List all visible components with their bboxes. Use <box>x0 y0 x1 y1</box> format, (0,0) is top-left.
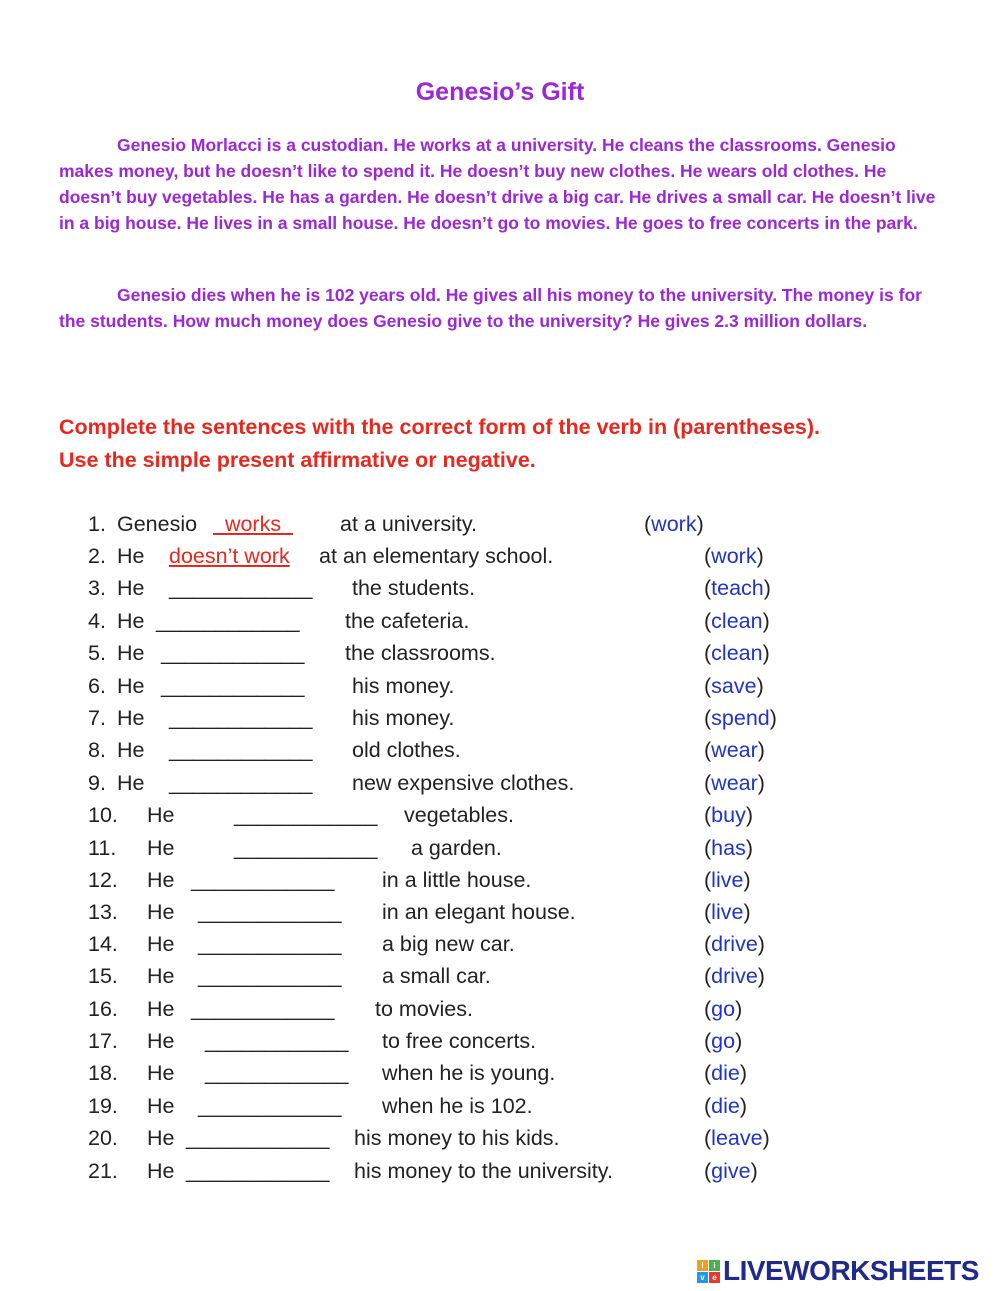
exercise-number: 2. <box>88 544 106 568</box>
exercise-text: old clothes. <box>352 738 461 762</box>
exercise-row <box>0 1122 1000 1154</box>
verb-hint: (give) <box>704 1159 758 1183</box>
verb-hint: (teach) <box>704 576 771 600</box>
exercise-subject: He <box>117 609 145 633</box>
exercise-number: 5. <box>88 641 106 665</box>
exercise-number: 3. <box>88 576 106 600</box>
exercise-text: at a university. <box>340 512 478 536</box>
exercise-text: the classrooms. <box>345 641 496 665</box>
exercise-subject: He <box>117 641 145 665</box>
exercise-text: his money. <box>352 674 455 698</box>
exercise-number: 18. <box>88 1061 118 1085</box>
answer-blank[interactable]: ____________ <box>161 674 305 698</box>
exercise-row <box>0 1090 1000 1122</box>
exercise-text: in a little house. <box>382 868 532 892</box>
exercise-number: 19. <box>88 1094 118 1118</box>
verb-hint: (has) <box>704 836 754 860</box>
exercise-number: 11. <box>88 836 117 860</box>
exercise-subject: Genesio <box>117 512 198 536</box>
exercise-subject: He <box>117 544 145 568</box>
verb-hint: (live) <box>704 868 751 892</box>
answer-blank[interactable]: ____________ <box>186 1126 330 1150</box>
worksheet-title: Genesio’s Gift <box>415 78 585 106</box>
exercise-text: his money to his kids. <box>354 1126 560 1150</box>
verb-hint: (work) <box>704 544 764 568</box>
verb-hint: (wear) <box>704 771 765 795</box>
exercise-row <box>0 993 1000 1025</box>
exercise-number: 13. <box>88 900 118 924</box>
exercise-number: 20. <box>88 1126 118 1150</box>
exercise-text: a big new car. <box>382 932 515 956</box>
exercise-subject: He <box>147 900 175 924</box>
exercise-number: 12. <box>88 868 118 892</box>
exercise-row <box>0 896 1000 928</box>
verb-hint: (go) <box>704 997 743 1021</box>
exercise-row <box>0 928 1000 960</box>
verb-hint: (clean) <box>704 609 770 633</box>
answer-blank[interactable]: ____________ <box>198 964 342 988</box>
liveworksheets-icon: l i v e <box>697 1260 720 1283</box>
exercise-text: his money. <box>352 706 455 730</box>
exercise-row <box>0 799 1000 831</box>
exercise-subject: He <box>117 576 145 600</box>
exercise-subject: He <box>147 1029 175 1053</box>
exercise-subject: He <box>147 803 175 827</box>
instructions <box>59 411 959 477</box>
exercise-text: in an elegant house. <box>382 900 576 924</box>
answer-blank[interactable]: ____________ <box>156 609 300 633</box>
exercise-subject: He <box>117 771 145 795</box>
answer-blank[interactable]: ____________ <box>198 932 342 956</box>
exercise-row <box>0 734 1000 766</box>
exercise-text: at an elementary school. <box>319 544 554 568</box>
exercise-text: his money to the university. <box>354 1159 613 1183</box>
answer-blank[interactable]: ____________ <box>198 900 342 924</box>
exercise-row <box>0 540 1000 572</box>
answer-blank[interactable]: ____________ <box>186 1159 330 1183</box>
answer-blank[interactable]: ____________ <box>234 803 378 827</box>
exercise-text: a garden. <box>411 836 502 860</box>
exercise-text: the cafeteria. <box>345 609 470 633</box>
exercise-number: 16. <box>88 997 118 1021</box>
exercise-row <box>0 702 1000 734</box>
story-paragraph-1: Genesio Morlacci is a custodian. He works at a university. He cleans the classrooms. Genesio makes money, but he doesn’t like to spend it. He doesn’t buy new clothes. He wears old clothes. He doesn’t buy vegetables. He has a garden. He doesn’t drive a big car. He drives a small car. He doesn’t live in a big house. He lives in a small house. He doesn’t go to movies. He goes to free concerts in the park. <box>59 135 936 233</box>
exercise-row <box>0 1025 1000 1057</box>
answer-blank[interactable]: ____________ <box>234 836 378 860</box>
verb-hint: (drive) <box>704 932 765 956</box>
instructions-line-2: Use the simple present affirmative or negative. <box>59 448 536 472</box>
exercise-number: 8. <box>88 738 106 762</box>
verb-hint: (die) <box>704 1094 748 1118</box>
answer-blank[interactable]: ____________ <box>205 1061 349 1085</box>
verb-hint: (live) <box>704 900 751 924</box>
exercise-subject: He <box>147 1126 175 1150</box>
exercise-number: 7. <box>88 706 106 730</box>
verb-hint: (work) <box>644 512 704 536</box>
answer-blank[interactable]: ____________ <box>161 641 305 665</box>
exercise-text: to free concerts. <box>382 1029 537 1053</box>
exercise-text: when he is young. <box>382 1061 556 1085</box>
exercise-subject: He <box>147 1094 175 1118</box>
exercise-text: new expensive clothes. <box>352 771 575 795</box>
exercise-number: 17. <box>88 1029 118 1053</box>
exercise-row <box>0 832 1000 864</box>
instructions-line-1: Complete the sentences with the correct form of the verb in (parentheses). <box>59 415 821 439</box>
verb-hint: (drive) <box>704 964 765 988</box>
answer-field[interactable]: doesn’t work <box>169 544 290 568</box>
answer-field[interactable]: works <box>213 512 294 536</box>
verb-hint: (die) <box>704 1061 748 1085</box>
exercise-subject: He <box>147 964 175 988</box>
answer-blank[interactable]: ____________ <box>191 997 335 1021</box>
verb-hint: (wear) <box>704 738 765 762</box>
exercise-subject: He <box>147 868 175 892</box>
exercise-row <box>0 767 1000 799</box>
answer-blank[interactable]: ____________ <box>169 738 313 762</box>
exercise-text: when he is 102. <box>382 1094 533 1118</box>
exercise-row <box>0 572 1000 604</box>
exercise-text: to movies. <box>375 997 473 1021</box>
exercise-row <box>0 1155 1000 1187</box>
verb-hint: (save) <box>704 674 764 698</box>
exercise-subject: He <box>117 674 145 698</box>
exercise-row <box>0 508 1000 540</box>
exercise-number: 6. <box>88 674 106 698</box>
exercise-subject: He <box>147 1061 175 1085</box>
answer-blank[interactable]: ____________ <box>169 706 313 730</box>
exercise-row <box>0 1057 1000 1089</box>
answer-blank[interactable]: ____________ <box>205 1029 349 1053</box>
answer-blank[interactable]: ____________ <box>191 868 335 892</box>
liveworksheets-logo: l i v e LIVEWORKSHEETS <box>697 1256 979 1286</box>
answer-blank[interactable]: ____________ <box>198 1094 342 1118</box>
exercise-number: 14. <box>88 932 118 956</box>
answer-blank[interactable]: ____________ <box>169 576 313 600</box>
answer-blank[interactable]: ____________ <box>169 771 313 795</box>
exercise-number: 10. <box>88 803 118 827</box>
verb-hint: (clean) <box>704 641 770 665</box>
story-paragraph-2: Genesio dies when he is 102 years old. He gives all his money to the university. The money is for the students. How much money does Genesio give to the university? He gives 2.3 million dollars. <box>59 285 922 331</box>
exercise-text: the students. <box>352 576 476 600</box>
exercise-number: 4. <box>88 609 106 633</box>
verb-hint: (leave) <box>704 1126 770 1150</box>
exercise-subject: He <box>147 997 175 1021</box>
exercise-row <box>0 864 1000 896</box>
exercise-subject: He <box>117 738 145 762</box>
exercise-text: vegetables. <box>404 803 514 827</box>
exercise-subject: He <box>147 836 175 860</box>
exercise-row <box>0 637 1000 669</box>
exercise-subject: He <box>147 932 175 956</box>
exercise-number: 9. <box>88 771 106 795</box>
verb-hint: (go) <box>704 1029 743 1053</box>
exercise-number: 15. <box>88 964 118 988</box>
exercise-number: 21. <box>88 1159 118 1183</box>
verb-hint: (buy) <box>704 803 754 827</box>
exercise-row <box>0 960 1000 992</box>
verb-hint: (spend) <box>704 706 777 730</box>
exercise-row <box>0 605 1000 637</box>
exercise-number: 1. <box>88 512 106 536</box>
exercise-text: a small car. <box>382 964 491 988</box>
exercise-subject: He <box>147 1159 175 1183</box>
exercise-subject: He <box>117 706 145 730</box>
exercise-row <box>0 670 1000 702</box>
